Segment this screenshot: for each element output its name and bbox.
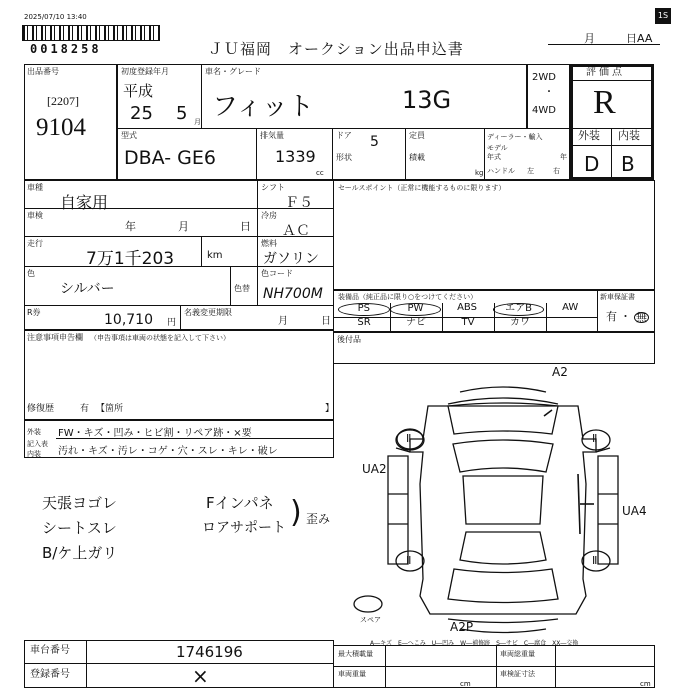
options-box [333, 332, 655, 364]
color-code: NH700M [263, 286, 323, 302]
inspection-year: 年 [125, 220, 136, 233]
sheet-barcode [22, 25, 160, 41]
note-ceiling: 天張ヨゴレ [42, 494, 118, 512]
color-change-label: 色替 [234, 284, 250, 293]
note-bracket: ) [290, 495, 302, 530]
handle-left: 左 [527, 167, 534, 175]
color-code-label: 色コード [261, 269, 293, 278]
registration-year: 25 [130, 103, 153, 124]
score-label: 評価点 [586, 67, 625, 78]
model-value: DBA- GE6 [124, 147, 216, 169]
footer-cm-2: cm [640, 680, 651, 688]
name-change-day: 日 [321, 316, 331, 327]
warranty-dot: ・ [620, 310, 631, 323]
mileage-label: 走行 [27, 239, 43, 248]
fuel-value: ガソリン [263, 251, 319, 267]
repair-label: 修復歴 [27, 404, 55, 414]
dealer-year-unit: 年 [560, 153, 567, 161]
score-divider [572, 80, 652, 81]
header-month-label: 月 [584, 32, 595, 45]
repair-yes: 有 [80, 404, 90, 414]
drive-dot: ・ [544, 87, 554, 98]
mileage-value: 7万1千203 [86, 249, 175, 269]
note-seat: シートスレ [42, 519, 117, 537]
equipment-pw: PW [390, 303, 442, 316]
grid-h4 [24, 305, 334, 306]
body-shape-label: 形状 [336, 153, 352, 162]
footer-right-mid [333, 666, 655, 667]
car-grade: 13G [402, 86, 452, 114]
handle-right: 右 [553, 167, 560, 175]
shift-value: Ｆ５ [285, 195, 313, 211]
car-name: フィット [212, 92, 314, 122]
mileage-unit-sep [201, 236, 202, 266]
equipment-ps: PS [338, 303, 390, 316]
note-panel: Fインパネ [206, 494, 274, 512]
lot-bracket: [2207] [47, 94, 79, 108]
footer-box-c: 車両重量 [338, 670, 366, 678]
reg-no-label: 登録番号 [30, 669, 70, 680]
equipment-label: 装備品（純正品に限り○をつけてください） [338, 293, 478, 301]
footer-box-b: 車両総重量 [500, 650, 535, 658]
mileage-unit: km [207, 250, 223, 261]
footer-cm-1: cm [460, 680, 471, 688]
dealer-model-label: モデル [487, 144, 508, 152]
interior-label: 内装 [618, 129, 640, 142]
score-divider-3 [572, 145, 652, 146]
doors-value: 5 [370, 134, 379, 150]
note-bumper: B/ケ上ガリ [42, 544, 118, 562]
diagram-legend: A―キズ E―へこみ U―凹み W―補修跡 S―サビ C―腐食 XX―交換 [370, 640, 579, 647]
sales-point-box [333, 180, 655, 290]
lot-label: 出品番号 [27, 67, 59, 76]
doors-label: ドア [336, 131, 352, 140]
spare-label: スペア [360, 616, 381, 624]
drive-4wd: 4WD [532, 105, 556, 116]
form-title: ＪＵ福岡 オークション出品申込書 [208, 40, 464, 58]
score-split [611, 128, 612, 178]
handle-label: ハンドル [487, 167, 515, 175]
warranty-label: 新車保証書 [600, 293, 635, 301]
car-diagram [348, 364, 658, 644]
color-label: 色 [27, 269, 35, 278]
equipment-sr: SR [357, 317, 371, 328]
exterior-score: D [584, 152, 600, 176]
price-label: R券 [27, 308, 41, 317]
cooler-label: 冷房 [261, 211, 277, 220]
score-value: R [593, 84, 616, 121]
displacement-label: 排気量 [260, 131, 284, 140]
vehicle-type-value: 自家用 [60, 193, 109, 212]
grid-v1 [257, 180, 258, 306]
vehicle-type-label: 車種 [27, 183, 43, 192]
diag-a2p: A2P [450, 620, 474, 634]
footer-dims-1: 車検証寸法 [500, 670, 535, 678]
inspection-day: 日 [240, 220, 251, 233]
body-no-label: 車台番号 [30, 645, 70, 656]
warranty-yes: 有 [606, 310, 617, 323]
fuel-label: 燃料 [261, 239, 277, 248]
defects-sep [56, 438, 334, 439]
dealer-label: ディーラー・輸入 [487, 133, 543, 141]
notes-sub: （申告事項は車両の状態を記入して下さい） [90, 334, 230, 342]
repair-close: 】 [325, 404, 335, 414]
lot-number: 9104 [36, 114, 86, 141]
footer-left-mid [24, 663, 334, 664]
cooler-value: ＡＣ [282, 223, 310, 239]
date-underline [548, 44, 660, 45]
dealer-year-label: 年式 [487, 153, 501, 161]
header-day-label: 日AA [626, 32, 653, 45]
diag-ua2: UA2 [362, 462, 387, 476]
displacement-value: 1339 [275, 147, 316, 166]
registration-month: 5 [176, 103, 188, 124]
tire-mark-rr: Ⅱ [592, 554, 598, 567]
name-change-label: 名義変更期限 [184, 308, 232, 317]
equipment-leather: カワ [510, 317, 530, 328]
interior-score: B [621, 152, 635, 176]
inspection-month: 月 [178, 220, 189, 233]
equipment-row-1 [338, 303, 596, 316]
equipment-aw: AW [562, 302, 579, 313]
tire-mark-fl: Ⅱ [406, 432, 412, 445]
sheet-number: 0018258 [30, 42, 102, 56]
exterior-label: 外装 [578, 129, 600, 142]
price-unit: 円 [167, 318, 177, 328]
registration-era: 平成 [123, 82, 154, 100]
notes-label: 注意事項申告欄 [27, 333, 83, 342]
model-label: 型式 [121, 131, 137, 140]
tire-mark-fr: Ⅱ [592, 432, 598, 445]
drive-2wd: 2WD [532, 72, 556, 83]
sales-point-label: セールスポイント（正常に機能するものに限ります） [338, 184, 506, 192]
defects-exterior-label: 外装 [27, 428, 41, 436]
price-value: 10,710 [104, 312, 153, 328]
note-support: ロアサポート [202, 520, 286, 536]
equip-h [333, 317, 598, 318]
registration-label: 初度登録年月 [121, 67, 169, 76]
timestamp: 2025/07/10 13:40 [24, 13, 87, 21]
load-label: 積載 [409, 153, 425, 162]
grid-v3 [180, 305, 181, 330]
capacity-label: 定員 [409, 131, 425, 140]
defects-interior-items: 汚れ・キズ・汚レ・コゲ・穴・スレ・キレ・破レ [58, 446, 278, 457]
car-name-label: 車名・グレード [205, 67, 261, 76]
body-no: 1746196 [176, 643, 243, 661]
name-change-month: 月 [278, 316, 288, 327]
diag-ua4: UA4 [622, 504, 647, 518]
color-value: シルバー [60, 281, 115, 297]
registration-month-unit: 月 [194, 118, 201, 126]
warranty-no: 無 [636, 311, 647, 324]
displacement-unit: cc [316, 169, 324, 177]
reg-no: × [192, 664, 209, 688]
repair-place: 【箇所 [96, 404, 124, 414]
score-box [570, 64, 654, 180]
load-kg: kg [475, 169, 484, 177]
equipment-row-2 [338, 318, 558, 330]
equipment-airbag: エアB [493, 303, 545, 316]
notes-box [24, 330, 334, 420]
note-distortion: 歪み [306, 512, 331, 526]
options-label: 後付品 [337, 335, 361, 344]
equipment-abs: ABS [457, 302, 477, 313]
defects-exterior-items: FW・キズ・凹み・ヒビ割・リペア跡・×要 [58, 428, 252, 439]
tire-mark-rl: Ⅱ [406, 554, 412, 567]
footer-box-a: 最大積載量 [338, 650, 373, 658]
diag-a2-top: A2 [552, 365, 568, 379]
defects-interior-label: 内装 [27, 450, 41, 458]
footer-left-split [86, 640, 87, 688]
equipment-tv: TV [461, 317, 475, 328]
inspection-label: 車検 [27, 211, 43, 220]
corner-mark: 1S [655, 8, 671, 24]
defects-legend: 記入表 [27, 440, 48, 448]
equipment-navi: ナビ [406, 317, 426, 328]
grid-v2 [230, 266, 231, 306]
shift-label: シフト [261, 183, 285, 192]
